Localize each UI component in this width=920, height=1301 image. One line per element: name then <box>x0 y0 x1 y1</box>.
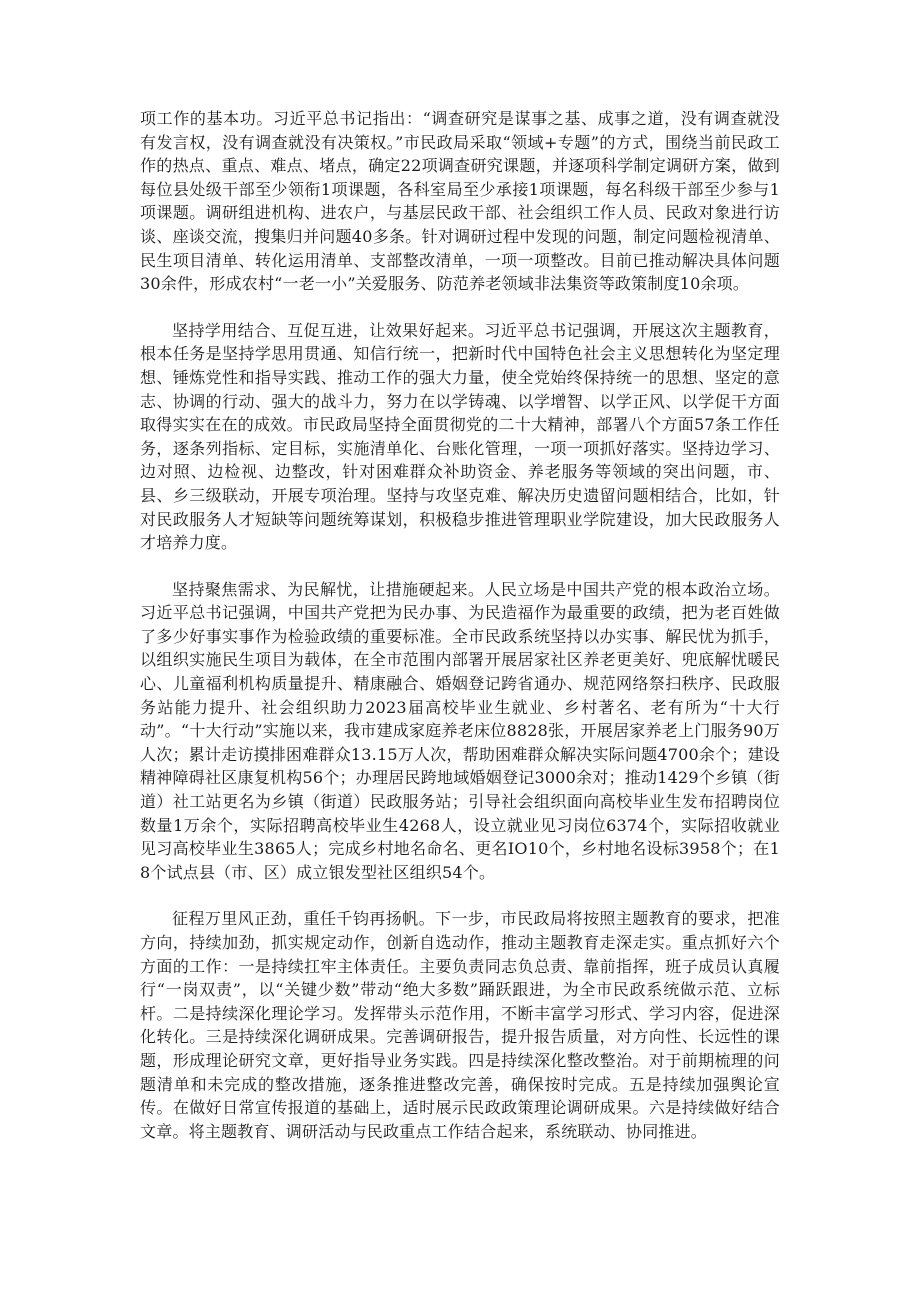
paragraph-study-application: 坚持学用结合、互促互进，让效果好起来。习近平总书记强调，开展这次主题教育，根本任务是坚持学思用贯通、知信行统一，把新时代中国特色社会主义思想转化为坚定理想、锤炼党性和指导实践、推动工作的强大力量，使全党始终保持统一的思想、坚定的意志、协调的行动、强大的战斗力，努力在以学铸魂、以学增智、以学正风、以学促干方面取得实实在在的成效。市民政局坚持全面贯彻党的二十大精神，部署八个方面57条工作任务，逐条列指标、定目标，实施清单化、台账化管理，一项一项抓好落实。坚持边学习、边对照、边检视、边整改，针对困难群众补助资金、养老服务等领域的突出问题，市、县、乡三级联动，开展专项治理。坚持与攻坚克难、解决历史遗留问题相结合，比如，针对民政服务人才短缺等问题统筹谋划，积极稳步推进管理职业学院建设，加大民政服务人才培养力度。 <box>140 320 780 553</box>
paragraph-continuation: 项工作的基本功。习近平总书记指出：“调查研究是谋事之基、成事之道，没有调查就没有发言权，没有调查就没有决策权。”市民政局采取“领域+专题”的方式，围绕当前民政工作的热点、重点、难点、堵点，确定22项调查研究课题，并逐项科学制定调研方案，做到每位县处级干部至少领衔1项课题，各科室局至少承接1项课题，每名科级干部至少参与1项课题。调研组进机构、进农户，与基层民政干部、社会组织工作人员、民政对象进行访谈、座谈交流，搜集归并问题40多条。针对调研过程中发现的问题，制定问题检视清单、民生项目清单、转化运用清单、支部整改清单，一项一项整改。目前已推动解决具体问题30余件，形成农村“一老一小”关爱服务、防范养老领域非法集资等政策制度10余项。 <box>140 109 780 294</box>
paragraph-gap <box>140 555 780 578</box>
paragraph-next-steps: 征程万里风正劲，重任千钧再扬帆。下一步，市民政局将按照主题教育的要求，把准方向，持续加劲，抓实规定动作，创新自选动作，推动主题教育走深走实。重点抓好六个方面的工作：一是持续扛牢主体责任。主要负责同志负总责、靠前指挥，班子成员认真履行“一岗双责”，以“关键少数”带动“绝大多数”踊跃跟进，为全市民政系统做示范、立标杆。二是持续深化理论学习。发挥带头示范作用，不断丰富学习形式、学习内容，促进深化转化。三是持续深化调研成果。完善调研报告，提升报告质量，对方向性、长远性的课题，形成理论研究文章，更好指导业务实践。四是持续深化整改整治。对于前期梳理的问题清单和未完成的整改措施，逐条推进整改完善，确保按时完成。五是持续加强舆论宣传。在做好日常宣传报道的基础上，适时展示民政政策理论调研成果。六是持续做好结合文章。将主题教育、调研活动与民政重点工作结合起来，系统联动、协同推进。 <box>140 909 780 1141</box>
paragraph-people-needs: 坚持聚焦需求、为民解忧，让措施硬起来。人民立场是中国共产党的根本政治立场。习近平总书记强调，中国共产党把为民办事、为民造福作为最重要的政绩，把为老百姓做了多少好事实事作为检验政绩的重要标准。全市民政系统坚持以办实事、解民忧为抓手，以组织实施民生项目为载体，在全市范围内部署开展居家社区养老更美好、兜底解忧暖民心、儿童福利机构质量提升、精康融合、婚姻登记跨省通办、规范网络祭扫秩序、民政服务站能力提升、社会组织助力2023届高校毕业生就业、乡村著名、老有所为“十大行动”。“十大行动”实施以来，我市建成家庭养老床位8828张，开展居家养老上门服务90万人次；累计走访摸排困难群众13.15万人次，帮助困难群众解决实际问题4700余个；建设精神障碍社区康复机构56个；办理居民跨地域婚姻登记3000余对；推动1429个乡镇（街道）社工站更名为乡镇（街道）民政服务站；引导社会组织面向高校毕业生发布招聘岗位数量1万余个，实际招聘高校毕业生4268人，设立就业见习岗位6374个，实际招收就业见习高校毕业生3865人；完成乡村地名命名、更名IO10个，乡村地名设标3958个；在18个试点县（市、区）成立银发型社区组织54个。 <box>140 579 780 882</box>
paragraph-gap <box>140 296 780 319</box>
paragraph-gap <box>140 884 780 907</box>
